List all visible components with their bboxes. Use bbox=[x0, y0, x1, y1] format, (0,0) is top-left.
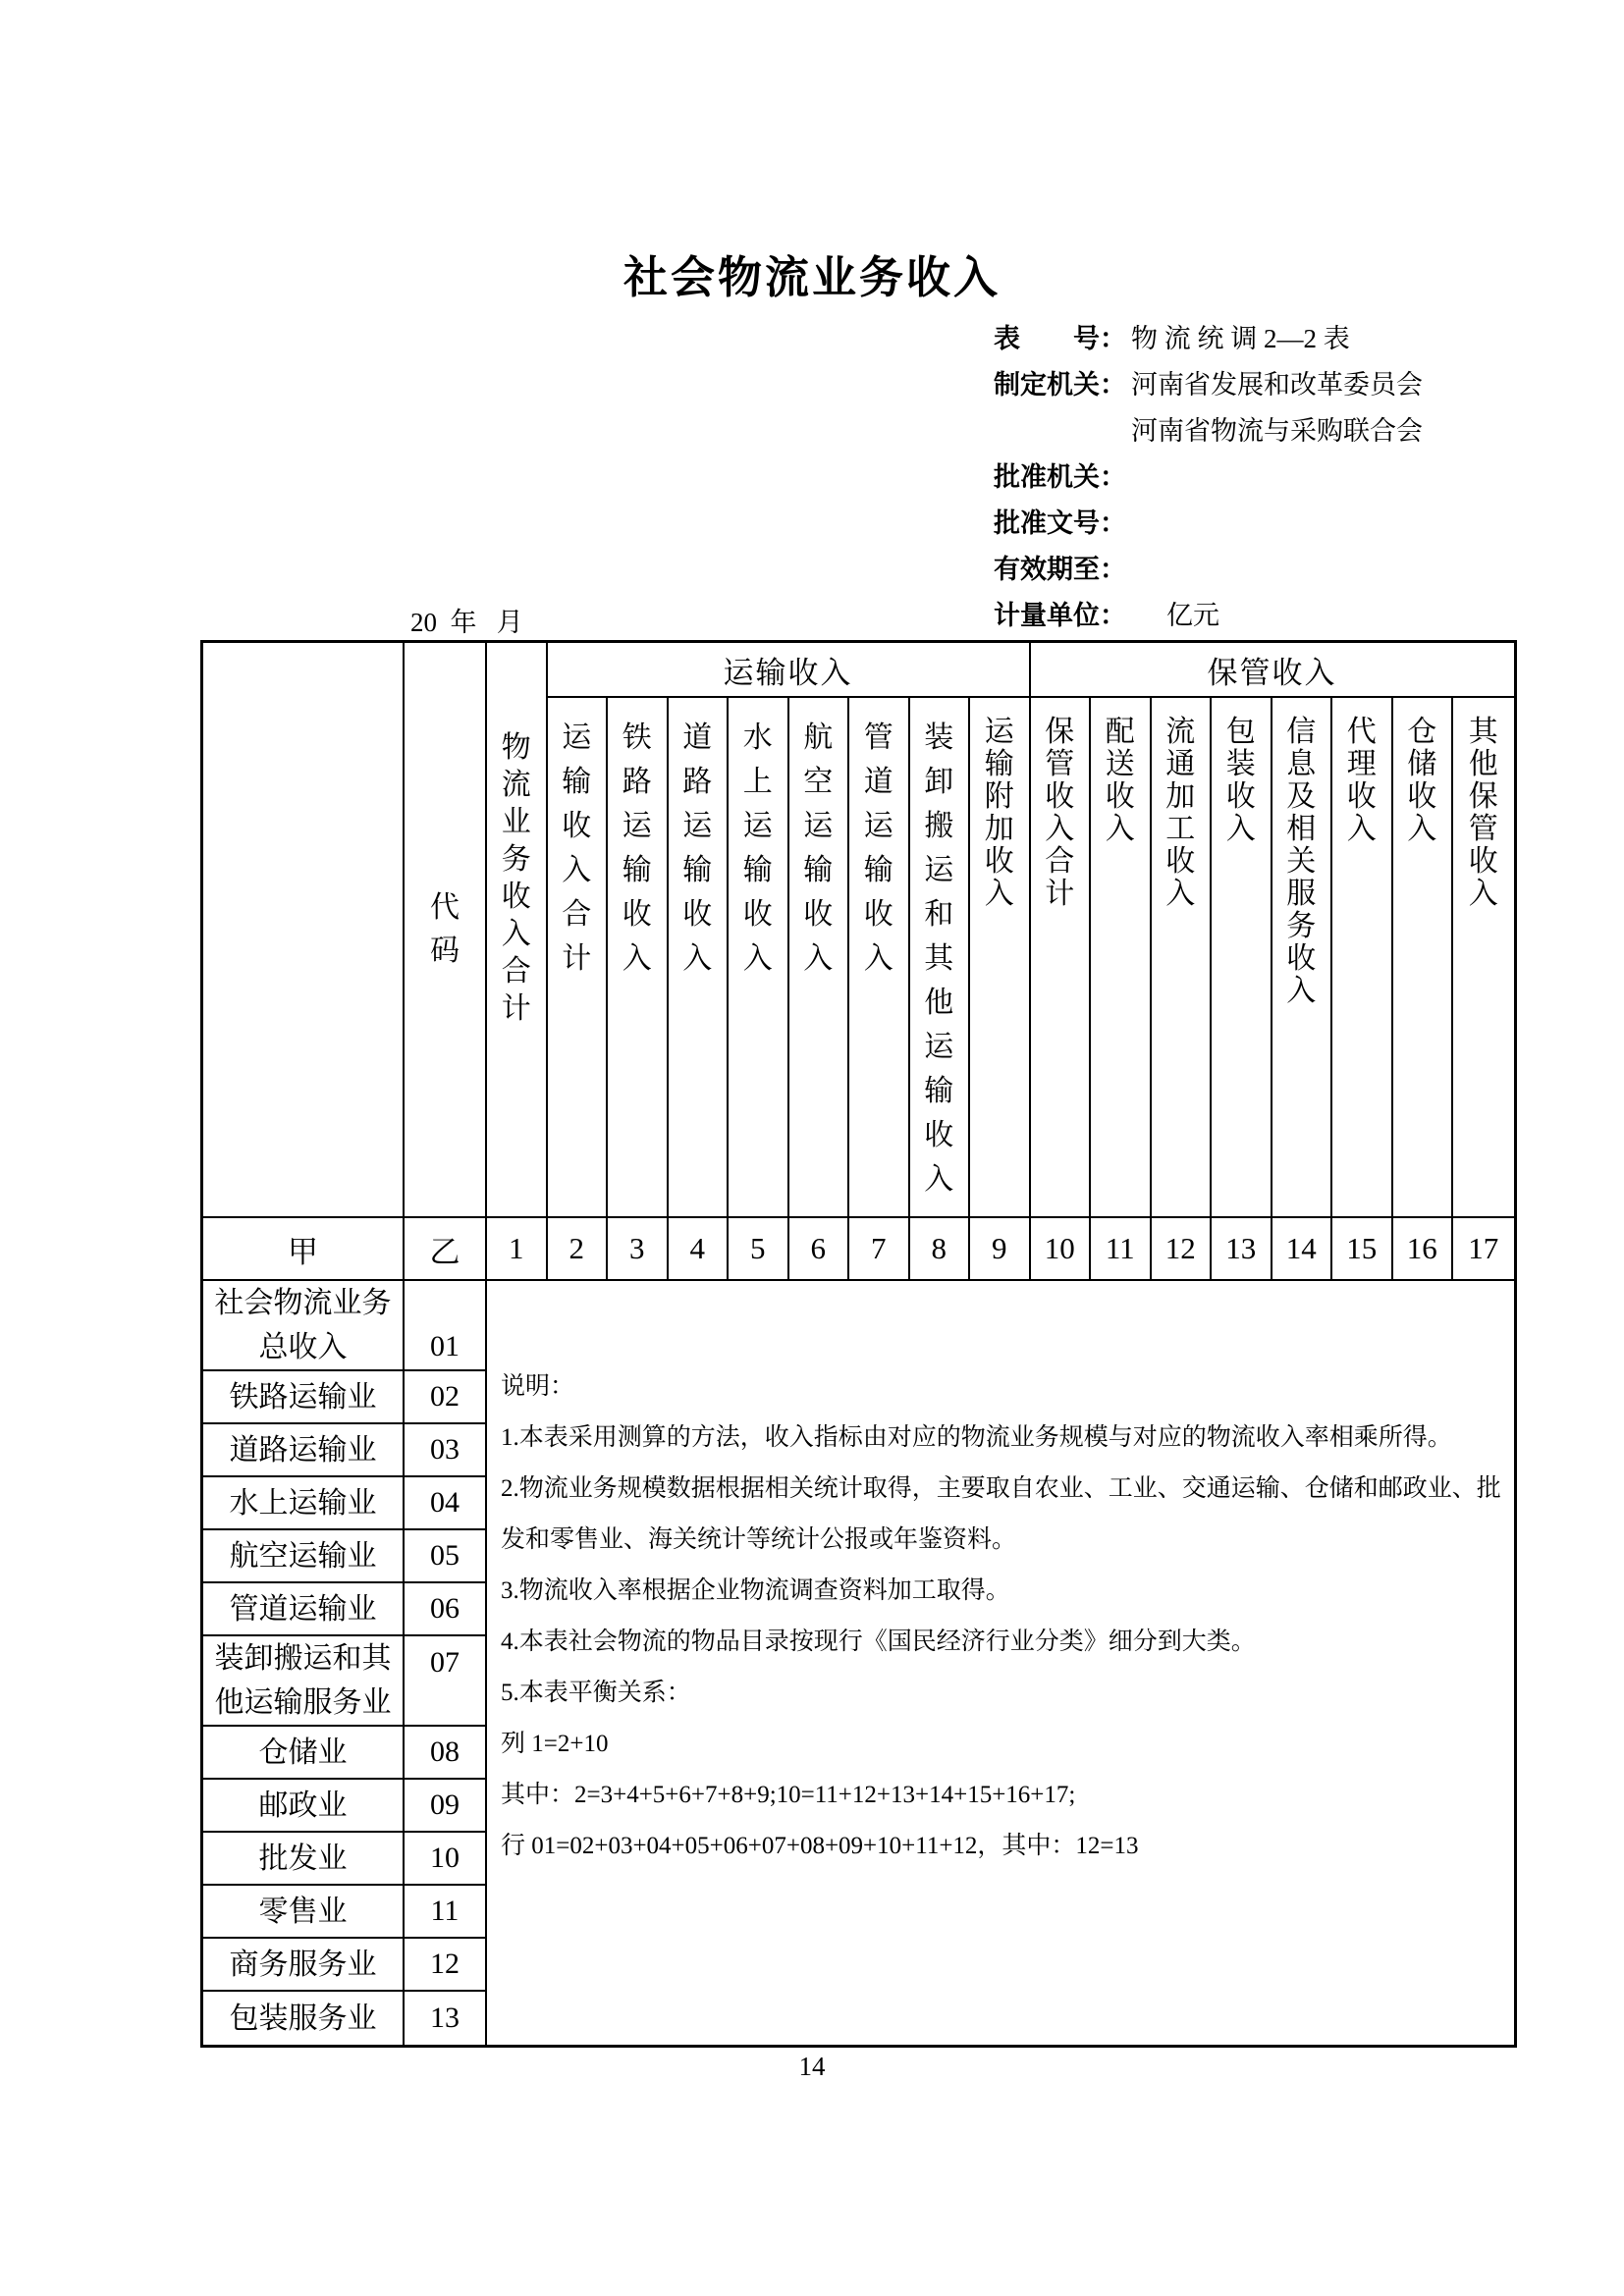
row-code-cell bbox=[405, 1780, 487, 1833]
meta-label: 计量单位： bbox=[994, 601, 1126, 630]
meta-value: 亿元 bbox=[1166, 601, 1219, 630]
row-code-cell bbox=[405, 1371, 487, 1424]
vertical-header-text: 铁路运输收入 bbox=[622, 721, 652, 975]
row-code: 05 bbox=[430, 1539, 460, 1572]
row-label-line: 装卸搬运和其 bbox=[214, 1642, 392, 1675]
row-code-cell bbox=[405, 1939, 487, 1992]
vertical-header-text: 流通加工收入 bbox=[1165, 716, 1196, 910]
storage-subcolumn-header bbox=[1031, 698, 1092, 1218]
column-number: 8 bbox=[931, 1231, 947, 1265]
column-number: 7 bbox=[871, 1231, 887, 1265]
row-code: 08 bbox=[430, 1735, 460, 1768]
row-code: 06 bbox=[430, 1592, 460, 1625]
column-number-cell bbox=[1393, 1218, 1454, 1281]
statistics-table bbox=[200, 640, 1517, 2048]
table-corner-cell bbox=[203, 643, 405, 1218]
row-label-line: 包装服务业 bbox=[229, 2002, 377, 2035]
group-label: 运输收入 bbox=[723, 655, 853, 690]
column-number-cell bbox=[548, 1218, 609, 1281]
column-number-cell bbox=[910, 1218, 971, 1281]
row-label-line: 社会物流业务 bbox=[214, 1287, 392, 1319]
row-code: 10 bbox=[430, 1842, 460, 1874]
row-label-line: 水上运输业 bbox=[229, 1486, 377, 1520]
storage-income-group-header bbox=[1031, 643, 1514, 698]
transport-subcolumn-header bbox=[669, 698, 730, 1218]
row-code: 13 bbox=[430, 2002, 460, 2034]
transport-subcolumn-header bbox=[548, 698, 609, 1218]
row-code: 04 bbox=[430, 1486, 460, 1519]
storage-subcolumn-header bbox=[1272, 698, 1333, 1218]
column-number: 9 bbox=[992, 1231, 1007, 1265]
row-label-line: 铁路运输业 bbox=[229, 1380, 377, 1414]
row-label-cell bbox=[203, 1939, 405, 1992]
row-code: 03 bbox=[430, 1433, 460, 1466]
code-head-cell bbox=[405, 1218, 487, 1281]
column-number-cell bbox=[608, 1218, 669, 1281]
code-column-header bbox=[405, 643, 487, 1218]
column-number-cell bbox=[1453, 1218, 1514, 1281]
vertical-header-text: 仓储收入 bbox=[1407, 716, 1437, 845]
row-code-cell bbox=[405, 1281, 487, 1371]
column-number: 14 bbox=[1285, 1231, 1317, 1265]
column-number: 3 bbox=[629, 1231, 645, 1265]
stub-head-label: 甲 bbox=[288, 1234, 318, 1269]
row-label-line: 管道运输业 bbox=[229, 1592, 377, 1626]
row-code-cell bbox=[405, 1833, 487, 1886]
meta-label: 表 号： bbox=[994, 324, 1126, 353]
note-line: 2.物流业务规模数据根据相关统计取得，主要取自农业、工业、交通运输、仓储和邮政业、批 bbox=[501, 1475, 1501, 1502]
column-number-cell bbox=[1332, 1218, 1393, 1281]
column-number-cell bbox=[669, 1218, 730, 1281]
note-line: 列 1=2+10 bbox=[501, 1731, 609, 1757]
row-label-line: 商务服务业 bbox=[229, 1948, 377, 1981]
column-number: 11 bbox=[1105, 1231, 1135, 1265]
row-code: 12 bbox=[430, 1948, 460, 1980]
storage-subcolumn-header bbox=[1332, 698, 1393, 1218]
note-line: 3.物流收入率根据企业物流调查资料加工取得。 bbox=[501, 1577, 1010, 1604]
row-code-cell bbox=[405, 1727, 487, 1780]
column-number: 17 bbox=[1468, 1231, 1499, 1265]
meta-row bbox=[994, 454, 1423, 501]
meta-row bbox=[994, 547, 1423, 593]
notes-cell bbox=[487, 1281, 1514, 2045]
row-label-line: 他运输服务业 bbox=[214, 1686, 392, 1719]
row-code-cell bbox=[405, 1636, 487, 1727]
row-label-cell bbox=[203, 1281, 405, 1371]
storage-subcolumn-header bbox=[1212, 698, 1272, 1218]
transport-subcolumn-header bbox=[608, 698, 669, 1218]
column-number-cell bbox=[1152, 1218, 1213, 1281]
vertical-header-text: 代码 bbox=[430, 891, 460, 967]
meta-label: 批准机关： bbox=[994, 462, 1126, 492]
row-code-cell bbox=[405, 1477, 487, 1530]
row-label-cell bbox=[203, 1833, 405, 1886]
row-label-cell bbox=[203, 1424, 405, 1477]
storage-subcolumn-header bbox=[1152, 698, 1213, 1218]
storage-subcolumn-header bbox=[1453, 698, 1514, 1218]
column-number-cell bbox=[1031, 1218, 1092, 1281]
transport-subcolumn-header bbox=[849, 698, 910, 1218]
transport-subcolumn-header bbox=[729, 698, 789, 1218]
meta-row bbox=[994, 408, 1423, 454]
row-code: 09 bbox=[430, 1789, 460, 1821]
logistics-income-total-header bbox=[487, 643, 548, 1218]
vertical-header-text: 航空运输收入 bbox=[803, 721, 834, 975]
row-label-cell bbox=[203, 1583, 405, 1636]
column-number: 10 bbox=[1044, 1231, 1075, 1265]
column-number-cell bbox=[1212, 1218, 1272, 1281]
row-code: 02 bbox=[430, 1380, 460, 1413]
row-label-cell bbox=[203, 1371, 405, 1424]
note-line: 说明： bbox=[501, 1373, 575, 1400]
column-number: 6 bbox=[810, 1231, 826, 1265]
row-label-cell bbox=[203, 1992, 405, 2045]
row-code-cell bbox=[405, 1992, 487, 2045]
column-number: 15 bbox=[1346, 1231, 1378, 1265]
meta-value: 河南省物流与采购联合会 bbox=[1131, 416, 1423, 446]
note-line: 其中：2=3+4+5+6+7+8+9;10=11+12+13+14+15+16+17; bbox=[501, 1782, 1076, 1808]
transport-income-group-header bbox=[548, 643, 1031, 698]
column-number-cell bbox=[970, 1218, 1031, 1281]
transport-subcolumn-header bbox=[789, 698, 850, 1218]
meta-label: 有效期至： bbox=[994, 555, 1126, 584]
vertical-header-text: 其他保管收入 bbox=[1468, 716, 1498, 910]
column-number: 16 bbox=[1406, 1231, 1437, 1265]
column-number: 1 bbox=[509, 1231, 524, 1265]
row-code: 07 bbox=[430, 1646, 460, 1679]
report-period: 20 年 月 bbox=[410, 608, 523, 637]
column-number-cell bbox=[849, 1218, 910, 1281]
meta-row bbox=[994, 593, 1423, 639]
vertical-header-text: 包装收入 bbox=[1225, 716, 1256, 845]
row-code: 11 bbox=[430, 1895, 460, 1927]
vertical-header-text: 运输附加收入 bbox=[984, 716, 1014, 910]
note-line: 行 01=02+03+04+05+06+07+08+09+10+11+12，其中：12=13 bbox=[501, 1833, 1139, 1859]
row-label-line: 零售业 bbox=[258, 1895, 348, 1928]
code-head-label: 乙 bbox=[429, 1234, 460, 1269]
vertical-header-text: 运输收入合计 bbox=[562, 721, 592, 975]
note-line: 1.本表采用测算的方法，收入指标由对应的物流业务规模与对应的物流收入率相乘所得。 bbox=[501, 1424, 1452, 1451]
meta-row bbox=[994, 501, 1423, 547]
note-line: 5.本表平衡关系： bbox=[501, 1680, 691, 1706]
row-label-line: 批发业 bbox=[258, 1842, 348, 1875]
transport-subcolumn-header bbox=[970, 698, 1031, 1218]
storage-subcolumn-header bbox=[1091, 698, 1152, 1218]
column-number: 4 bbox=[689, 1231, 705, 1265]
meta-row bbox=[994, 362, 1423, 408]
vertical-header-text: 信息及相关服务收入 bbox=[1286, 716, 1317, 1007]
row-label-cell bbox=[203, 1636, 405, 1727]
page-title: 社会物流业务收入 bbox=[623, 253, 1001, 302]
group-label: 保管收入 bbox=[1207, 655, 1337, 690]
meta-label: 制定机关： bbox=[994, 370, 1126, 400]
meta-value: 物 流 统 调 2—2 表 bbox=[1131, 324, 1350, 353]
row-code-cell bbox=[405, 1886, 487, 1939]
vertical-header-text: 装卸搬运和其他运输收入 bbox=[924, 721, 954, 1196]
row-code: 01 bbox=[430, 1330, 460, 1362]
column-number-cell bbox=[789, 1218, 850, 1281]
column-number-cell bbox=[1091, 1218, 1152, 1281]
vertical-header-text: 物流业务收入合计 bbox=[501, 731, 531, 1025]
note-line: 发和零售业、海关统计等统计公报或年鉴资料。 bbox=[501, 1526, 1017, 1553]
column-number: 13 bbox=[1225, 1231, 1257, 1265]
row-label-cell bbox=[203, 1886, 405, 1939]
page-number: 14 bbox=[798, 2052, 826, 2081]
vertical-header-text: 道路运输收入 bbox=[682, 721, 713, 975]
vertical-header-text: 管道运输收入 bbox=[863, 721, 893, 975]
column-number-cell bbox=[1272, 1218, 1333, 1281]
row-label-cell bbox=[203, 1477, 405, 1530]
row-code-cell bbox=[405, 1583, 487, 1636]
column-number-cell bbox=[487, 1218, 548, 1281]
row-label-line: 邮政业 bbox=[258, 1789, 348, 1822]
row-label-line: 总收入 bbox=[258, 1331, 348, 1363]
form-metadata bbox=[994, 316, 1423, 639]
row-label-line: 仓储业 bbox=[258, 1735, 348, 1769]
meta-value: 河南省发展和改革委员会 bbox=[1131, 370, 1423, 400]
vertical-header-text: 保管收入合计 bbox=[1045, 716, 1075, 910]
meta-row bbox=[994, 316, 1423, 362]
vertical-header-text: 水上运输收入 bbox=[742, 721, 773, 975]
meta-label: 批准文号： bbox=[994, 508, 1126, 538]
row-label-cell bbox=[203, 1727, 405, 1780]
note-line: 4.本表社会物流的物品目录按现行《国民经济行业分类》细分到大类。 bbox=[501, 1629, 1256, 1655]
row-label-line: 道路运输业 bbox=[229, 1433, 377, 1467]
row-label-line: 航空运输业 bbox=[229, 1539, 377, 1573]
row-code-cell bbox=[405, 1530, 487, 1583]
column-number: 12 bbox=[1164, 1231, 1196, 1265]
row-label-cell bbox=[203, 1530, 405, 1583]
storage-subcolumn-header bbox=[1393, 698, 1454, 1218]
column-number: 2 bbox=[568, 1231, 584, 1265]
row-code-cell bbox=[405, 1424, 487, 1477]
column-number-cell bbox=[729, 1218, 789, 1281]
stub-head-cell bbox=[203, 1218, 405, 1281]
vertical-header-text: 配送收入 bbox=[1105, 716, 1135, 845]
row-label-cell bbox=[203, 1780, 405, 1833]
vertical-header-text: 代理收入 bbox=[1346, 716, 1377, 845]
column-number: 5 bbox=[750, 1231, 766, 1265]
transport-subcolumn-header bbox=[910, 698, 971, 1218]
